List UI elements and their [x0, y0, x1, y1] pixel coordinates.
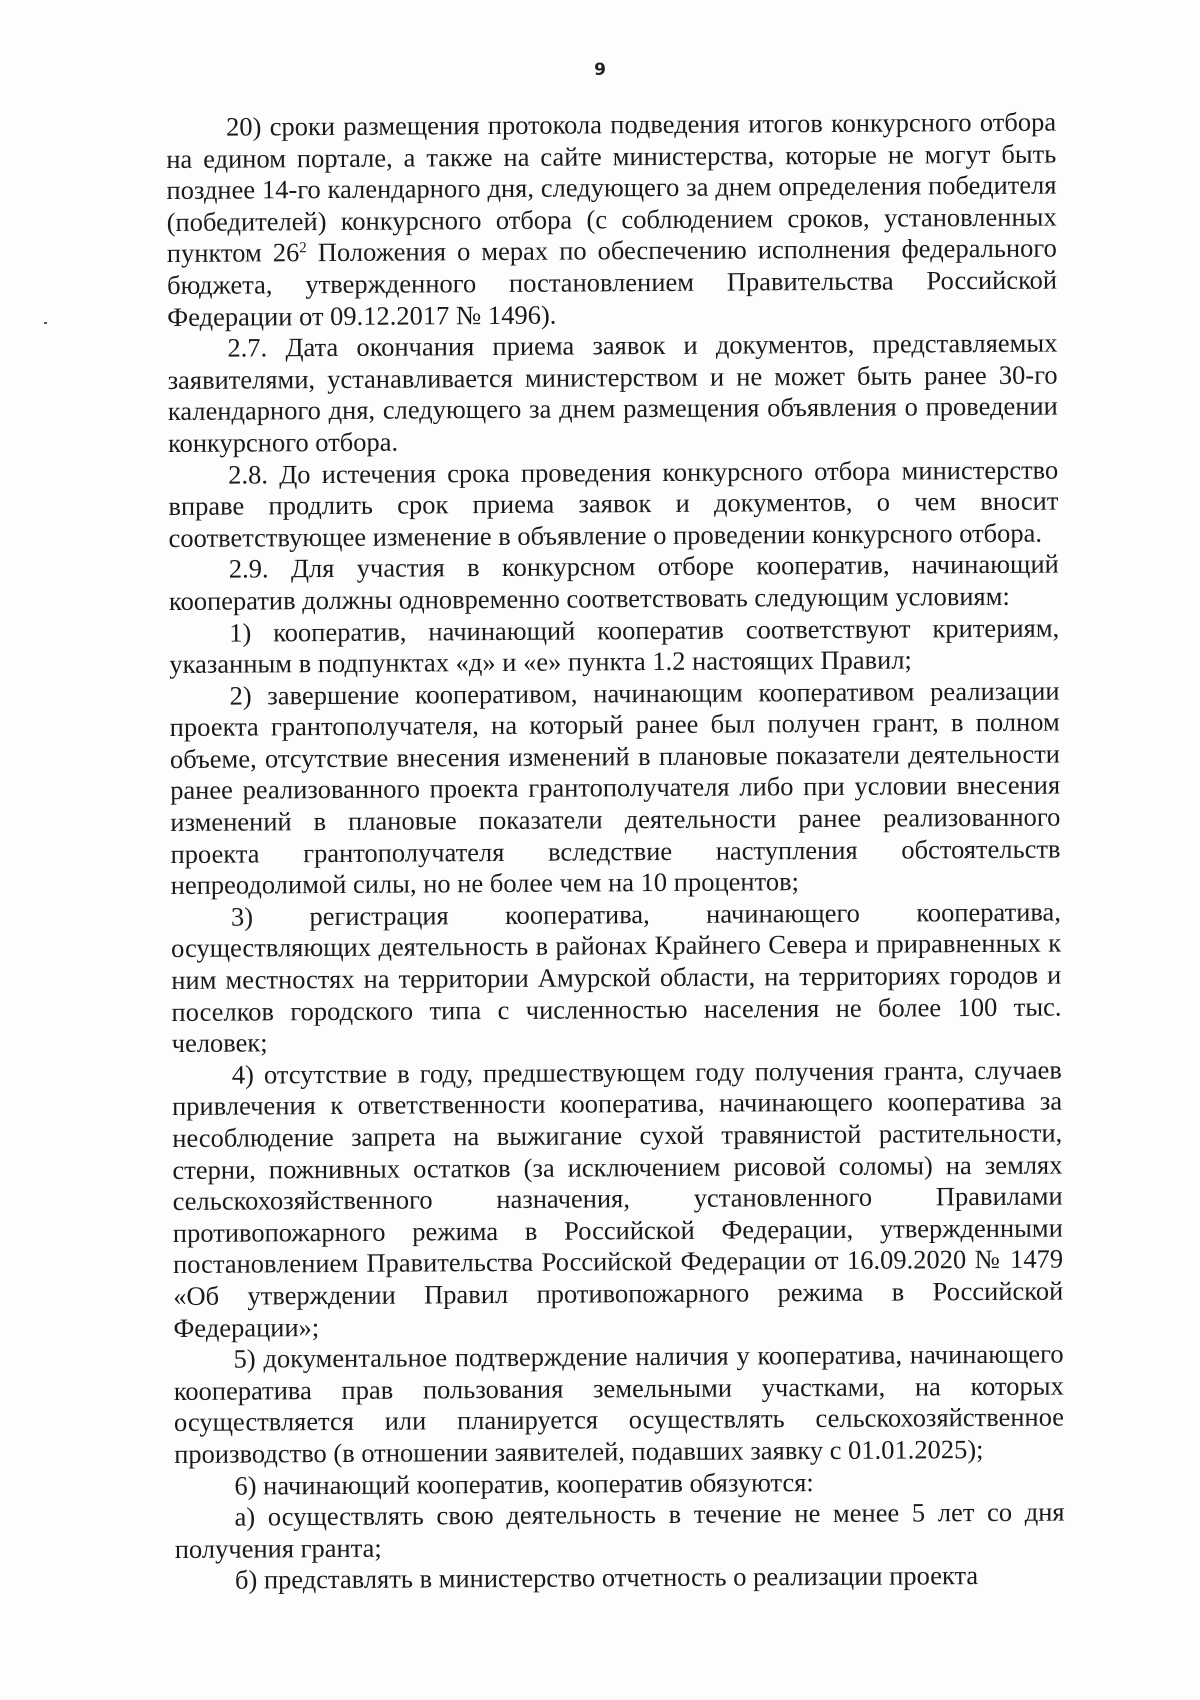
page-number: 9: [594, 60, 606, 80]
paragraph-subitem-a: а) осуществлять свою деятельность в течение не менее 5 лет со дня получения гранта;: [174, 1496, 1065, 1564]
paragraph-condition-3: 3) регистрация кооператива, начинающего кооператива, осуществляющих деятельность в районах Крайнего Севера и приравненных к ним местностях на территории Амурской области, на территориях городов и поселков городского типа с численностью населения не более 100 тыс. человек;: [171, 896, 1062, 1059]
superscript: 2: [299, 240, 307, 257]
paragraph-condition-4: 4) отсутствие в году, предшествующем году получения гранта, случаев привлечения к ответственности кооператива, начинающего кооператива за несоблюдение запрета на выжигание сухой травянистой растительности, стерни, пожнивных остатков (за исключением рисовой соломы) на землях сельскохозяйственного назначения, установленного Правилами противопожарного режима в Российской Федерации, утвержденными постановлением Правительства Российской Федерации от 16.09.2020 № 1479 «Об утверждении Правил противопожарного режима в Российской Федерации»;: [171, 1054, 1064, 1343]
paragraph-text: Положения о мерах по обеспечению исполнения федерального бюджета, утвержденного постановлением Правительства Российской Федерации от 09.12.2017 № 1496).: [166, 232, 1058, 332]
paragraph-condition-6: 6) начинающий кооператив, кооператив обязуются:: [234, 1466, 814, 1501]
paragraph-condition-5: 5) документальное подтверждение наличия у кооператива, начинающего кооператива прав пользования земельными участками, на которых осуществляется или планируется осуществлять сельскохозяйственное производство (в отношении заявителей, подавших заявку с 01.01.2025);: [173, 1338, 1065, 1469]
margin-speck: [44, 322, 47, 324]
paragraph-clause-2-7: 2.7. Дата окончания приема заявок и документов, представляемых заявителями, устанавливается министерством и не может быть ранее 30-го календарного дня, следующего за днем размещения объявления о проведении конкурсного отбора.: [167, 327, 1058, 458]
paragraph-clause-2-8: 2.8. До истечения срока проведения конкурсного отбора министерство вправе продлить срок приема заявок и документов, о чем вносит соответствующее изменение в объявление о проведении конкурсного отбора.: [168, 454, 1059, 553]
paragraph-condition-2: 2) завершение кооперативом, начинающим кооперативом реализации проекта грантополучателя, на который ранее был получен грант, в полном объеме, отсутствие внесения изменений в плановые показатели деятельности ранее реализованного проекта грантополучателя либо при условии внесения изменений в плановые показатели деятельности ранее реализованного проекта грантополучателя вследствие наступления обстоятельств непреодолимой силы, но не более чем на 10 процентов;: [169, 675, 1061, 901]
paragraph-condition-1: 1) кооператив, начинающий кооператив соответствуют критериям, указанным в подпунктах «д» и «е» пункта 1.2 настоящих Правил;: [169, 612, 1060, 680]
paragraph-item-20: [166, 107, 1057, 334]
paragraph-clause-2-9: 2.9. Для участия в конкурсном отборе кооператив, начинающий кооператив должны одновременно соответствовать следующим условиям:: [168, 548, 1059, 616]
document-body: [166, 107, 1065, 1597]
paragraph-subitem-b: б) представлять в министерство отчетность о реализации проекта: [234, 1560, 979, 1595]
paragraph-text: 20) сроки размещения протокола подведения итогов конкурсного отбора на едином портале, а также на сайте министерства, которые не могут быть позднее 14-го календарного дня, следующего за днем определения победителя (победителей) конкурсного отбора (с соблюдением сроков, установленных пунктом 26: [166, 106, 1057, 269]
